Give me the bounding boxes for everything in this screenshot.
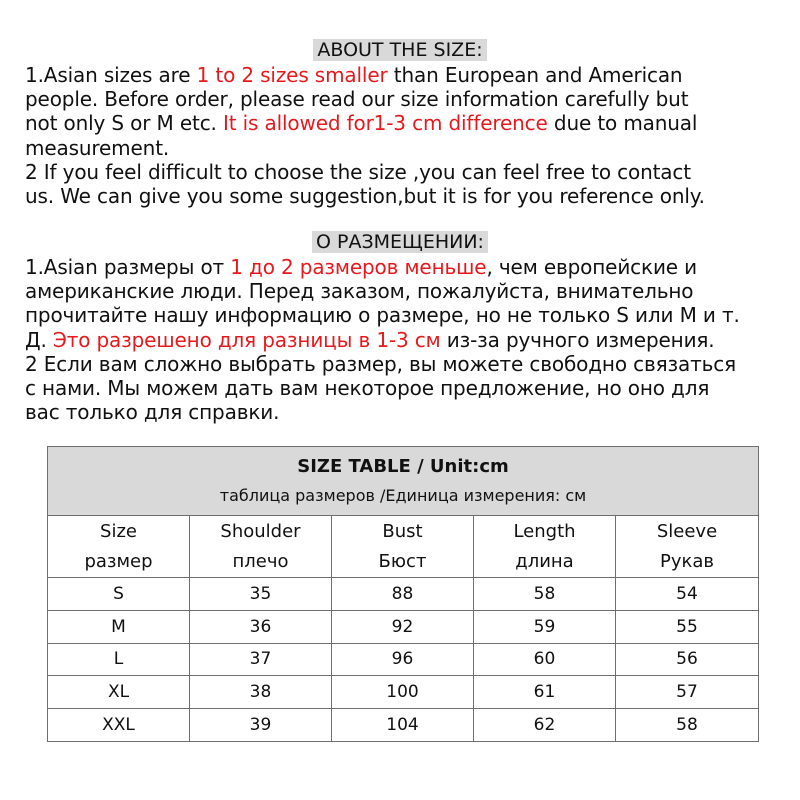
section_ru-line xyxy=(25,279,795,303)
table-cell: 62 xyxy=(474,709,616,742)
size-table-subtitle-text: таблица размеров /Единица измерения: см xyxy=(219,486,587,505)
column-header xyxy=(48,516,190,578)
column-header-en: Shoulder xyxy=(220,520,301,542)
column-header-ru: Бюст xyxy=(378,550,427,572)
table-cell: 37 xyxy=(190,643,332,676)
section_ru-line xyxy=(25,352,795,376)
column-header xyxy=(190,516,332,578)
body-text: people. Before order, please read our size information carefully but xyxy=(25,87,689,112)
table-cell: 55 xyxy=(616,610,759,643)
body-text: прочитайте нашу информацию о размере, но не только S или M и т. xyxy=(25,303,740,328)
table-row xyxy=(48,578,759,611)
table-cell: 38 xyxy=(190,676,332,709)
body-text: measurement. xyxy=(25,135,170,160)
section_ru-line xyxy=(25,255,795,279)
table-cell: S xyxy=(48,578,190,611)
table-cell: 39 xyxy=(190,709,332,742)
body-text: than European and American xyxy=(387,63,683,87)
size-table xyxy=(47,446,759,742)
section_en-line xyxy=(25,111,795,135)
section_en-line xyxy=(25,184,795,208)
section_en-line xyxy=(25,63,795,87)
table-cell: 56 xyxy=(616,643,759,676)
body-text: not only S or M etc. xyxy=(25,111,223,136)
table-cell: 92 xyxy=(332,610,474,643)
size-info-paragraph-ru xyxy=(25,255,795,424)
table-row xyxy=(48,676,759,709)
body-text: вас только для справки. xyxy=(25,400,280,425)
table-row xyxy=(48,709,759,742)
table-cell: 54 xyxy=(616,578,759,611)
size-info-heading-ru xyxy=(0,230,800,254)
column-header xyxy=(332,516,474,578)
section_ru-line xyxy=(25,303,795,327)
column-header-en: Size xyxy=(100,520,137,542)
table-cell: 61 xyxy=(474,676,616,709)
table-cell: 100 xyxy=(332,676,474,709)
body-text: из-за ручного измерения. xyxy=(440,327,715,352)
table-cell: 35 xyxy=(190,578,332,611)
body-text: , чем европейские и xyxy=(486,255,698,279)
table-cell: M xyxy=(48,610,190,643)
section_en-line xyxy=(25,160,795,184)
column-header-en: Sleeve xyxy=(656,520,718,542)
section_ru-line xyxy=(25,376,795,400)
body-text: 1.Asian размеры от xyxy=(25,255,231,279)
table-cell: 88 xyxy=(332,578,474,611)
heading-text: ABOUT THE SIZE: xyxy=(313,39,486,61)
section_en-line xyxy=(25,136,795,160)
body-text: 1.Asian sizes are xyxy=(25,63,197,87)
table-row xyxy=(48,643,759,676)
table-cell: 96 xyxy=(332,643,474,676)
table-cell: XL xyxy=(48,676,190,709)
column-header-ru: размер xyxy=(84,550,153,572)
body-text: с нами. Мы можем дать вам некоторое предложение, но оно для xyxy=(25,376,710,401)
column-header-en: Bust xyxy=(382,520,423,542)
highlighted-text: Это разрешено для разницы в 1-3 см xyxy=(52,327,441,352)
section_ru-line xyxy=(25,328,795,352)
body-text: Д. xyxy=(25,327,53,352)
column-header xyxy=(474,516,616,578)
column-header xyxy=(616,516,759,578)
heading-text: О РАЗМЕЩЕНИИ: xyxy=(312,231,488,253)
table-cell: 58 xyxy=(616,709,759,742)
body-text: us. We can give you some suggestion,but it is for you reference only. xyxy=(25,184,705,209)
column-header-ru: плечо xyxy=(232,550,289,572)
body-text: американские люди. Перед заказом, пожалуйста, внимательно xyxy=(25,279,694,304)
body-text: 2 If you feel difficult to choose the size ,you can feel free to contact xyxy=(25,159,691,184)
size-table-title-text: SIZE TABLE / Unit:cm xyxy=(297,456,509,477)
table-cell: L xyxy=(48,643,190,676)
highlighted-text: It is allowed for1-3 cm difference xyxy=(222,111,548,136)
table-cell: 36 xyxy=(190,610,332,643)
section_ru-line xyxy=(25,400,795,424)
table-cell: 59 xyxy=(474,610,616,643)
size-info-heading-en xyxy=(0,38,800,62)
highlighted-text: 1 до 2 размеров меньше xyxy=(230,255,487,279)
highlighted-text: 1 to 2 sizes smaller xyxy=(196,63,388,87)
column-header-ru: длина xyxy=(515,550,574,572)
table-row xyxy=(48,610,759,643)
column-header-en: Length xyxy=(513,520,576,542)
body-text: 2 Если вам сложно выбрать размер, вы можете свободно связаться xyxy=(25,351,736,376)
size-table-header-row xyxy=(48,516,759,578)
column-header-ru: Рукав xyxy=(659,550,715,572)
body-text: due to manual xyxy=(547,111,698,136)
table-cell: 57 xyxy=(616,676,759,709)
size-table-title xyxy=(48,447,759,516)
size-info-paragraph-en xyxy=(25,63,795,208)
section_en-line xyxy=(25,87,795,111)
table-cell: 60 xyxy=(474,643,616,676)
table-cell: 104 xyxy=(332,709,474,742)
table-cell: XXL xyxy=(48,709,190,742)
table-cell: 58 xyxy=(474,578,616,611)
